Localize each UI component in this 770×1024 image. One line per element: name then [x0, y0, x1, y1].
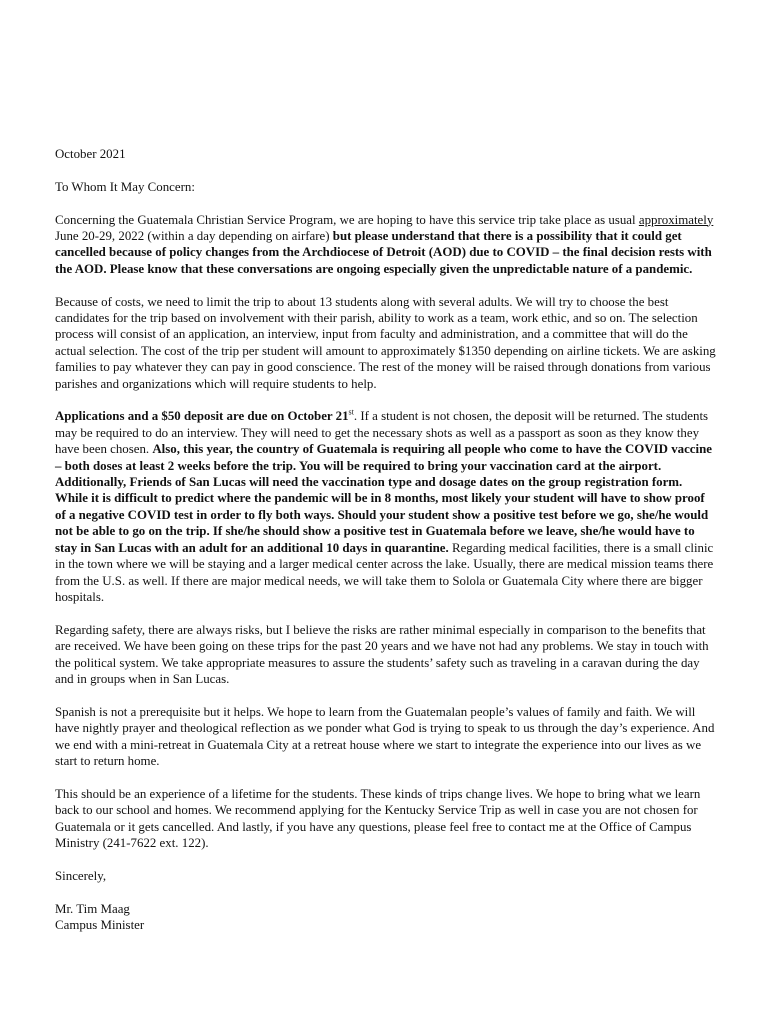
- bold-text: Also, this year, the country of Guatemala is requiring all people who come to have the COVID vaccine – both doses at least 2 weeks before the trip. You will be required to bring your vaccination card at the airport. Additionally, Friends of San Lucas will need the vaccination type and dosage dates on the group registration form. While it is difficult to predict where the pandemic will be in 8 months, most likely your student will have to show proof of a negative COVID test in order to fly both ways. Should your student show a positive test before we go, she/he would not be able to go on the trip. If she/he should show a positive test in Guatemala before we leave, she/he would have to stay in San Lucas with an adult for an additional 10 days in quarantine.: [55, 442, 712, 555]
- signer-title: Campus Minister: [55, 917, 145, 932]
- paragraph-experience: This should be an experience of a lifetime for the students. These kinds of trips change lives. We hope to bring what we learn back to our school and homes. We recommend applying for the Kentucky Service Trip as well in case you are not chosen for Guatemala or it gets cancelled. And lastly, if you have any questions, please feel free to contact me at the Office of Campus Ministry (241-7622 ext. 122).: [55, 786, 701, 850]
- paragraph-text: Concerning the Guatemala Christian Service Program, we are hoping to have this service trip take place as usual: [55, 212, 639, 227]
- letter-salutation: To Whom It May Concern:: [55, 179, 195, 194]
- paragraph-text: . If a student is not chosen, the deposit will be returned. The students may be required to do an interview. They will need to get the necessary shots as well as a passport as soon as they know they have been chosen.: [55, 409, 709, 457]
- paragraph-spanish: Spanish is not a prerequisite but it helps. We hope to learn from the Guatemalan people’s values of family and faith. We will have nightly prayer and theological reflection as we ponder what God is trying to speak to us through the day’s experience. And we end with a mini-retreat in Guatemala City at a retreat house where we start to integrate the experience into our lives as we start to return home.: [55, 704, 715, 768]
- paragraph-safety: Regarding safety, there are always risks, but I believe the risks are rather minimal especially in comparison to the benefits that are received. We have been going on these trips for the past 20 years and we have not had any problems. We stay in touch with the political system. We take appropriate measures to assure the students’ safety such as traveling in a caravan during the day and in groups when in San Lucas.: [55, 622, 709, 686]
- paragraph-applications: [55, 408, 717, 605]
- bold-text: but please understand that there is a possibility that it could get cancelled because of policy changes from the Archdiocese of Detroit (AOD) due to COVID – the final decision rests with the AOD. Please know that these conversations are ongoing especially given the unpredictable nature of a pandemic.: [55, 229, 712, 276]
- paragraph-text: Regarding medical facilities, there is a small clinic in the town where we will be staying and a larger medical center across the lake. Usually, there are medical mission teams there from the U.S. as well. If there are major medical needs, we will take them to Solola or Guatemala City where there are bigger hospitals.: [55, 540, 714, 604]
- paragraph-text: June 20-29, 2022 (within a day depending on airfare): [55, 229, 333, 243]
- signer-name: Mr. Tim Maag: [55, 901, 130, 916]
- superscript-text: st: [348, 408, 354, 418]
- letter-closing: Sincerely,: [55, 868, 107, 883]
- underlined-text: approximately: [638, 212, 714, 227]
- bold-text: Applications and a $50 deposit are due on October 21: [55, 409, 349, 424]
- paragraph-costs: Because of costs, we need to limit the trip to about 13 students along with several adults. We will try to choose the best candidates for the trip based on involvement with their parish, ability to work as a team, work ethic, and so on. The selection process will consist of an application, an interview, input from faculty and administration, and a committee that will do the actual selection. The cost of the trip per student will amount to approximately $1350 depending on airline tickets. We are asking families to pay whatever they can pay in good conscience. The rest of the money will be raised through donations from various parishes and organizations which will require students to help.: [55, 294, 716, 391]
- letter-body: [55, 146, 717, 933]
- paragraph-trip-dates: [55, 212, 717, 278]
- letter-date: October 2021: [55, 147, 126, 161]
